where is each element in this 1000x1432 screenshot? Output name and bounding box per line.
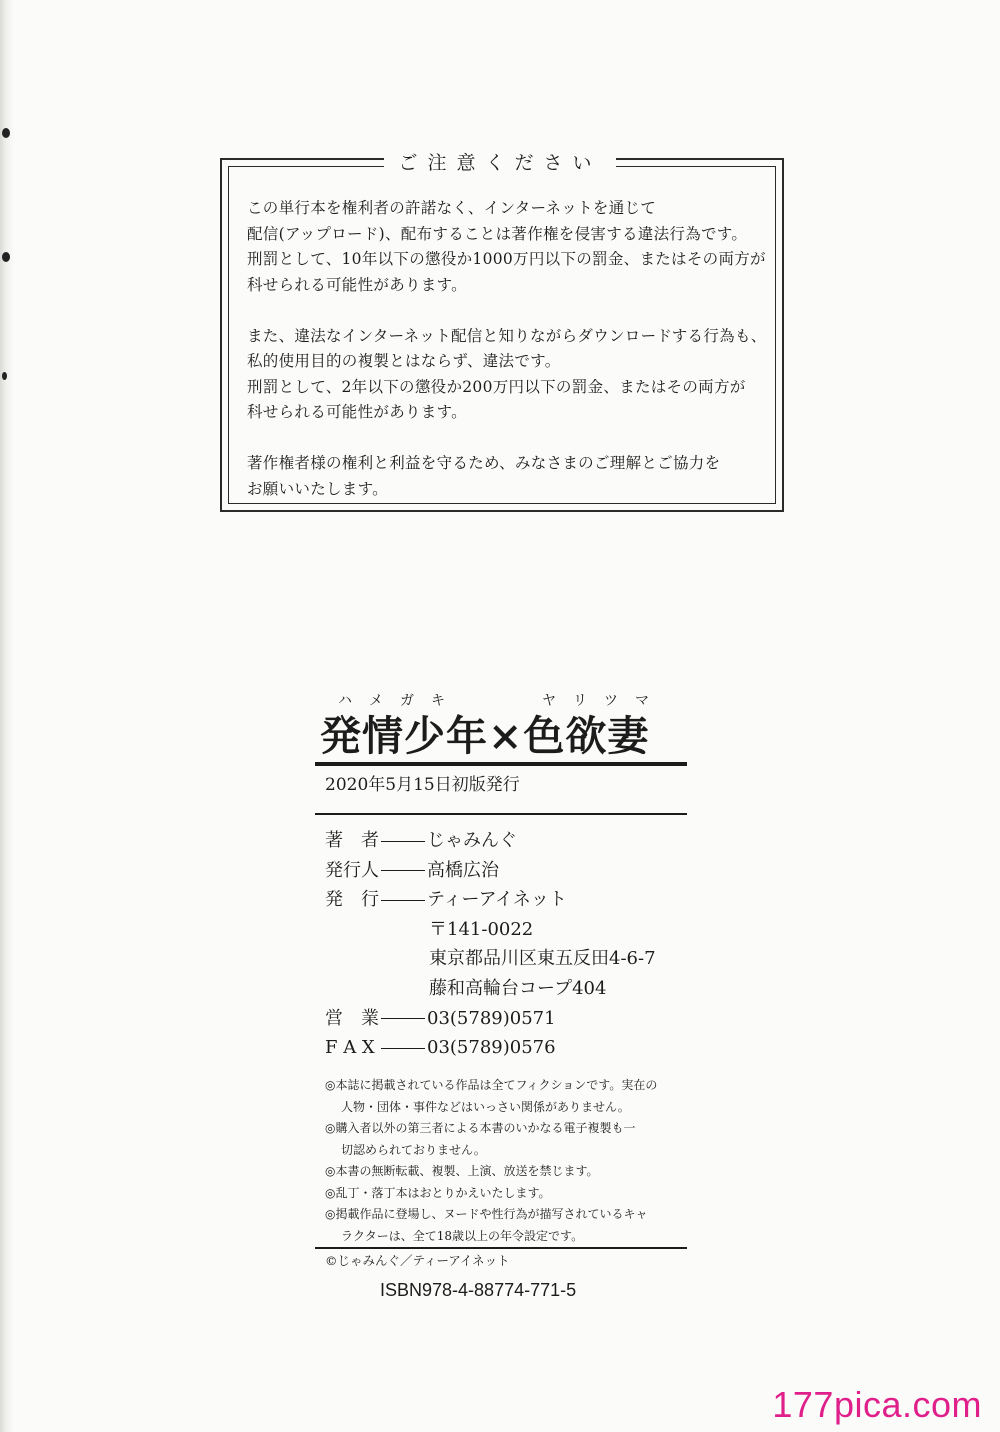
notice-line: 配信(アップロード)、配布することは著作権を侵害する違法行為です。 (247, 224, 748, 243)
legal-note: ◎乱丁・落丁本はおとりかえいたします。 (325, 1185, 551, 1200)
contact-label: F A X (325, 1037, 375, 1059)
contact-value: 03(5789)0571 (427, 1007, 556, 1029)
dash-separator (381, 841, 425, 842)
credit-value: ティーアイネット (427, 889, 567, 911)
dash-separator (381, 1018, 425, 1019)
dash-separator (381, 900, 425, 901)
contact-fax (325, 1033, 656, 1063)
title-ruby-right: ヤリツマ (542, 693, 666, 709)
legal-note: ◎掲載作品に登場し、ヌードや性行為が描写されているキャ ラクターは、全て18歳以上の年令設定です。 (325, 1207, 648, 1243)
notice-line: この単行本を権利者の許諾なく、インターネットを通じて (247, 199, 657, 217)
credit-value: じゃみんぐ (427, 830, 517, 851)
legal-notes (325, 1075, 695, 1247)
scan-edge (0, 0, 14, 1432)
notice-paragraph (247, 451, 777, 502)
legal-note: ◎購入者以外の第三者による本書のいかなる電子複製も一 切認められておりません。 (325, 1121, 636, 1157)
address-line (325, 944, 656, 974)
credit-label: 発行人 (325, 859, 379, 881)
postal-code: 〒141-0022 (429, 918, 534, 940)
site-watermark: 177pica.com (772, 1384, 982, 1425)
notice-body (247, 196, 777, 528)
contact-label: 営 業 (325, 1007, 379, 1029)
credits (325, 826, 656, 1063)
notice-line: また、違法なインターネット配信と知りながらダウンロードする行為も、 (247, 326, 767, 345)
edge-mark (2, 252, 10, 262)
address-line (325, 915, 656, 945)
book-title: 発情少年×色欲妻 (320, 712, 650, 760)
notice-line: 科せられる可能性があります。 (247, 403, 467, 421)
contact-sales (325, 1004, 656, 1034)
notice-paragraph (247, 324, 777, 426)
edge-mark (2, 128, 10, 138)
isbn: ISBN978-4-88774-771-5 (380, 1280, 577, 1300)
notice-line: 科せられる可能性があります。 (247, 275, 467, 294)
legal-note: ◎本書の無断転載、複製、上演、放送を禁じます。 (325, 1164, 599, 1178)
address-street: 東京都品川区東五反田4-6-7 (429, 948, 656, 970)
notice-line: 著作権者様の権利と利益を守るため、みなさまのご理解とご協力を (247, 454, 721, 472)
notice-line: お願いいたします。 (247, 479, 388, 498)
notice-line: 刑罰として、10年以下の懲役か1000万円以下の罰金、またはその両方が (247, 250, 766, 268)
notice-line: 私的使用目的の複製とはならず、違法です。 (247, 352, 561, 370)
address-line (325, 974, 656, 1004)
date-rule (315, 813, 687, 815)
title-ruby-left: ハメガキ (338, 693, 462, 709)
notice-title: ご注意ください (0, 148, 1000, 178)
notice-line: 刑罰として、2年以下の懲役か200万円以下の罰金、またはその両方が (247, 377, 746, 396)
legal-note: ◎本誌に掲載されている作品は全てフィクションです。実在の 人物・団体・事件などはいっさい関係がありません。 (325, 1078, 658, 1114)
contact-value: 03(5789)0576 (427, 1037, 556, 1059)
credit-label: 著 者 (325, 830, 379, 851)
edge-mark (2, 372, 7, 380)
copyright: ©じゃみんぐ／ティーアイネット (325, 1253, 510, 1268)
notice-paragraph (247, 196, 777, 298)
dash-separator (381, 870, 425, 871)
dash-separator (381, 1048, 425, 1049)
credit-publisher (325, 885, 656, 915)
credit-publisher-person (325, 856, 656, 886)
publication-date: 2020年5月15日初版発行 (325, 775, 520, 795)
address-building: 藤和高輪台コープ404 (429, 977, 607, 999)
title-rule (315, 762, 687, 766)
credit-value: 高橋広治 (427, 859, 499, 881)
credit-label: 発 行 (325, 889, 379, 911)
copyright-rule (315, 1247, 687, 1249)
credit-author (325, 826, 656, 856)
